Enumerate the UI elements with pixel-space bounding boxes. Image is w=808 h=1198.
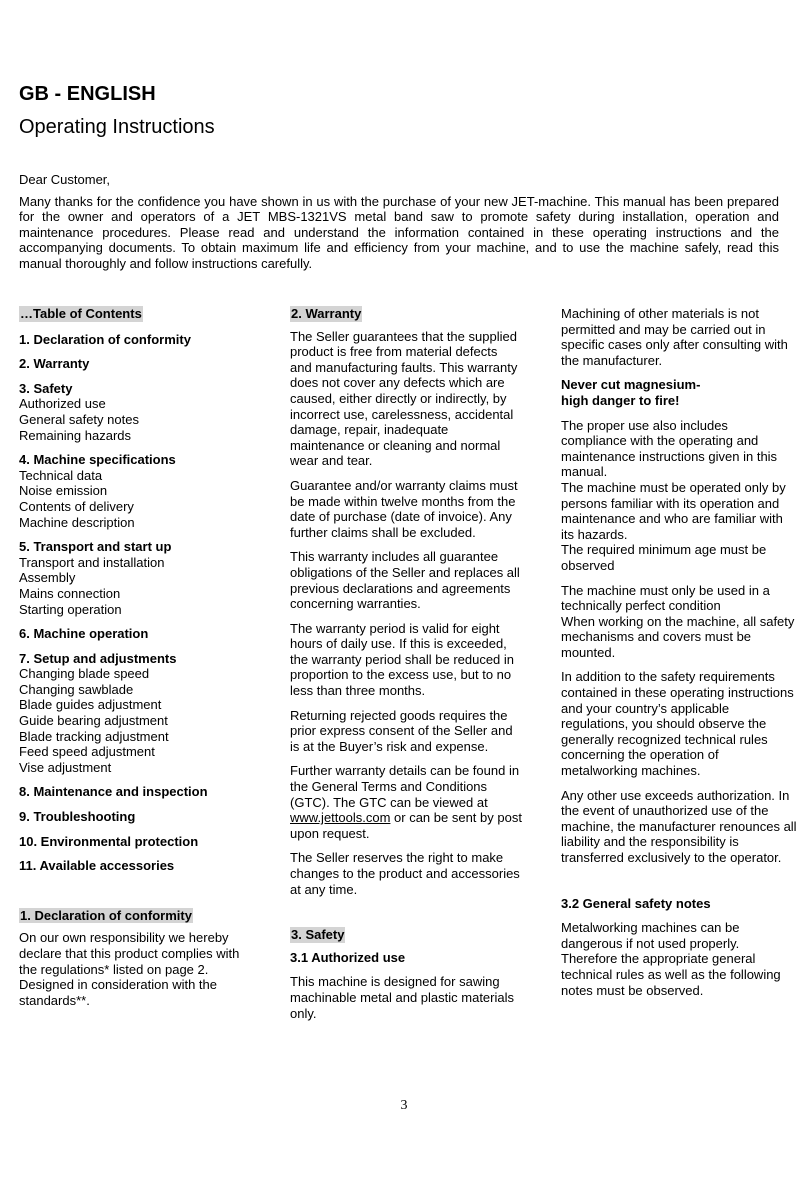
authorized-use-text: This machine is designed for sawing machinable metal and plastic materials only.	[290, 974, 514, 1021]
warranty-gtc-paragraph	[290, 763, 522, 841]
toc-section-11: 11. Available accessories	[19, 858, 175, 874]
toc-item: Authorized use	[19, 396, 106, 412]
safety-line: When working on the machine, all safety mechanisms and covers must be mounted.	[561, 613, 795, 660]
toc-item: Changing blade speed	[19, 666, 150, 682]
warranty-paragraph: Returning rejected goods requires the prior express consent of the Seller and is at the Buyer’s risk and expense.	[290, 707, 513, 754]
toc-section-4: 4. Machine specifications	[19, 452, 176, 468]
toc-section-6: 6. Machine operation	[19, 626, 149, 642]
language-heading: GB - ENGLISH	[19, 83, 156, 105]
greeting: Dear Customer,	[19, 172, 111, 187]
column-left	[19, 306, 259, 1017]
toc-item: Feed speed adjustment	[19, 744, 155, 760]
toc-section-9: 9. Troubleshooting	[19, 809, 136, 825]
toc-section-8: 8. Maintenance and inspection	[19, 784, 208, 800]
toc-item: Contents of delivery	[19, 498, 134, 514]
toc-item: Technical data	[19, 467, 103, 483]
warranty-paragraph: The warranty period is valid for eight hours of daily use. If this is exceeded, the warranty period shall be reduced in proportion to the excess use, but to no less than three months.	[290, 620, 515, 699]
toc-section-5: 5. Transport and start up	[19, 539, 172, 555]
toc-item: Changing sawblade	[19, 681, 134, 697]
warranty-heading: 2. Warranty	[291, 306, 362, 321]
safety-line: The machine must be operated only by persons familiar with its operation and maintenance and who are familiar with its hazards.	[561, 479, 786, 542]
safety-paragraph: Machining of other materials is not permitted and may be carried out in specific cases only after consulting with the manufacturer.	[561, 306, 788, 368]
safety-paragraph: Any other use exceeds authorization. In the event of unauthorized use of the machine, the manufacturer renounces all liability and the responsibility is transferred exclusively to the operator.	[561, 787, 797, 865]
page-number: 3	[400, 1098, 408, 1113]
warranty-paragraph: The Seller reserves the right to make changes to the product and accessories at any time.	[290, 850, 520, 897]
toc-item: General safety notes	[19, 411, 139, 427]
toc-item: Mains connection	[19, 585, 121, 601]
safety-paragraph	[561, 418, 797, 574]
column-middle	[290, 306, 522, 1030]
toc-section-2: 2. Warranty	[19, 356, 90, 372]
magnesium-warning	[561, 377, 797, 408]
toc-item: Vise adjustment	[19, 759, 112, 775]
general-safety-text: Metalworking machines can be dangerous if not used properly. Therefore the appropriate general technical rules as well as the following notes must be observed.	[561, 920, 781, 998]
safety-line: The required minimum age must be observed	[561, 542, 767, 573]
safety-paragraph	[561, 583, 797, 661]
toc-section-1: 1. Declaration of conformity	[19, 331, 191, 347]
warranty-gtc-text-end: or can be sent by post upon request.	[290, 810, 522, 841]
declaration-heading: 1. Declaration of conformity	[20, 907, 192, 923]
warranty-gtc-text: Further warranty details can be found in the General Terms and Conditions (GTC). The GTC can be viewed at	[290, 763, 520, 810]
toc-section-3: 3. Safety	[19, 380, 73, 396]
toc-item: Remaining hazards	[19, 427, 132, 443]
toc-item: Transport and installation	[19, 554, 165, 570]
toc-title: …Table of Contents	[20, 306, 142, 321]
warranty-paragraph: Guarantee and/or warranty claims must be made within twelve months from the date of purchase (date of invoice). Any further claims shall be excluded.	[290, 477, 518, 540]
toc-item: Noise emission	[19, 483, 108, 499]
jettools-link[interactable]: www.jettools.com	[290, 810, 391, 826]
warranty-paragraph: The Seller guarantees that the supplied product is free from material defects and manufacturing faults. This warranty does not cover any defects which are caused, either directly or indirectly, by incorrect use, carelessness, accidental damage, repair, inadequate maintenance or cleaning and normal wear and tear.	[290, 328, 518, 469]
magnesium-warning-line: high danger to fire!	[561, 392, 680, 408]
column-right	[561, 306, 797, 1007]
toc-item: Blade tracking adjustment	[19, 728, 169, 744]
toc-item: Starting operation	[19, 601, 122, 617]
toc-item: Machine description	[19, 514, 135, 530]
authorized-use-heading: 3.1 Authorized use	[290, 949, 406, 965]
document-subtitle: Operating Instructions	[19, 116, 215, 138]
safety-heading: 3. Safety	[291, 927, 345, 943]
toc-section-10: 10. Environmental protection	[19, 833, 199, 849]
toc-item: Blade guides adjustment	[19, 697, 162, 713]
toc-item: Assembly	[19, 570, 76, 586]
toc-section-7: 7. Setup and adjustments	[19, 650, 177, 666]
general-safety-heading: 3.2 General safety notes	[561, 895, 711, 911]
toc-item: Guide bearing adjustment	[19, 713, 168, 729]
safety-line: The proper use also includes compliance with the operating and maintenance instructions given in this manual.	[561, 417, 778, 480]
intro-paragraph: Many thanks for the confidence you have shown in us with the purchase of your new JET-machine. This manual has been prepared for the owner and operators of a JET MBS-1321VS metal band saw to promote safety during installation, operation and maintenance procedures. Please read and understand the information contained in these operating instructions and the accompanying documents. To obtain maximum life and efficiency from your machine, and to use the machine safely, read this manual thoroughly and follow instructions carefully.	[19, 194, 779, 271]
safety-line: The machine must only be used in a technically perfect condition	[561, 582, 770, 614]
magnesium-warning-line: Never cut magnesium-	[561, 377, 701, 393]
safety-paragraph: In addition to the safety requirements contained in these operating instructions and your country’s applicable regulations, you should observe the generally recognized technical rules concerning the operation of metalworking machines.	[561, 669, 794, 779]
warranty-paragraph: This warranty includes all guarantee obligations of the Seller and replaces all previous declarations and agreements concerning warranties.	[290, 549, 520, 612]
declaration-text: On our own responsibility we hereby declare that this product complies with the regulations* listed on page 2. Designed in consideration with the standards**.	[19, 930, 240, 1008]
